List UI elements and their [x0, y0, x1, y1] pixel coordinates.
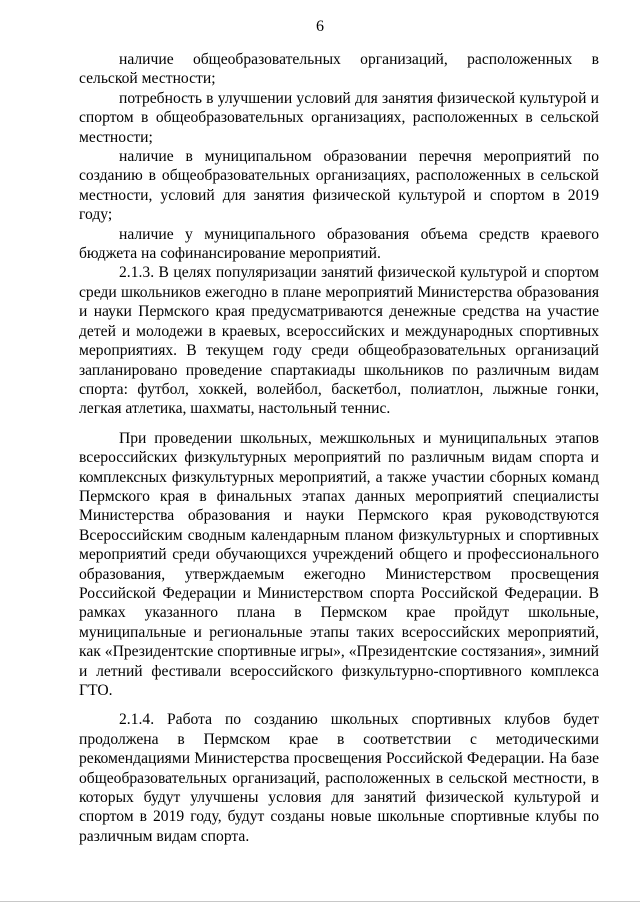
paragraph-competitions: При проведении школьных, межшкольных и муниципальных этапов всероссийских физкультурных мероприятий по различным видам спорта и комплексных физкультурных мероприятий, а также участии сборных команд Пермского края в финальных этапах данных мероприятий специалисты Министерства образования и науки Пермского края руководствуются Всероссийским сводным календарным планом физкультурных и спортивных мероприятий среди обучающихся учреждений общего и профессионального образования, утверждаемым ежегодно Министерством просвещения Российской Федерации и Министерством спорта Российской Федерации. В рамках указанного плана в Пермском крае пройдут школьные, муниципальные и региональные этапы таких всероссийских мероприятий, как «Президентские спортивные игры», «Президентские состязания», зимний и летний фестивали всероссийского физкультурно-спортивного комплекса ГТО.: [79, 429, 599, 699]
document-body: [79, 50, 599, 846]
scan-edge-line: [0, 901, 640, 902]
paragraph-2-1-4: 2.1.4. Работа по созданию школьных спортивных клубов будет продолжена в Пермском крае в соответствии с методическими рекомендациями Министерства просвещения Российской Федерации. На базе общеобразовательных организаций, расположенных в сельской местности, в которых будут улучшены условия для занятий физической культурой и спортом в 2019 году, будут созданы новые школьные спортивные клубы по различным видам спорта.: [79, 711, 599, 845]
paragraph-criterion-measures-list: наличие в муниципальном образовании перечня мероприятий по созданию в общеобразовательных организациях, расположенных в сельской местности, условий для занятия физической культурой и спортом в 2019 году;: [79, 148, 599, 224]
paragraph-2-1-3: 2.1.3. В целях популяризации занятий физической культурой и спортом среди школьников ежегодно в плане мероприятий Министерства образования и науки Пермского края предусматриваются денежные средства на участие детей и молодежи в краевых, всероссийских и международных спортивных мероприятиях. В текущем году среди общеобразовательных организаций запланировано проведение спартакиады школьников по различным видам спорта: футбол, хоккей, волейбол, баскетбол, полиатлон, лыжные гонки, легкая атлетика, шахматы, настольный теннис.: [79, 264, 599, 418]
paragraph-criterion-improvement-need: потребность в улучшении условий для занятия физической культурой и спортом в общеобразовательных организациях, расположенных в сельской местности;: [79, 89, 599, 146]
page-number: 6: [316, 18, 324, 35]
paragraph-criterion-cofinancing: наличие у муниципального образования объема средств краевого бюджета на софинансирование мероприятий.: [79, 225, 599, 263]
paragraph-criterion-rural-organizations: наличие общеобразовательных организаций, расположенных в сельской местности;: [79, 51, 599, 88]
